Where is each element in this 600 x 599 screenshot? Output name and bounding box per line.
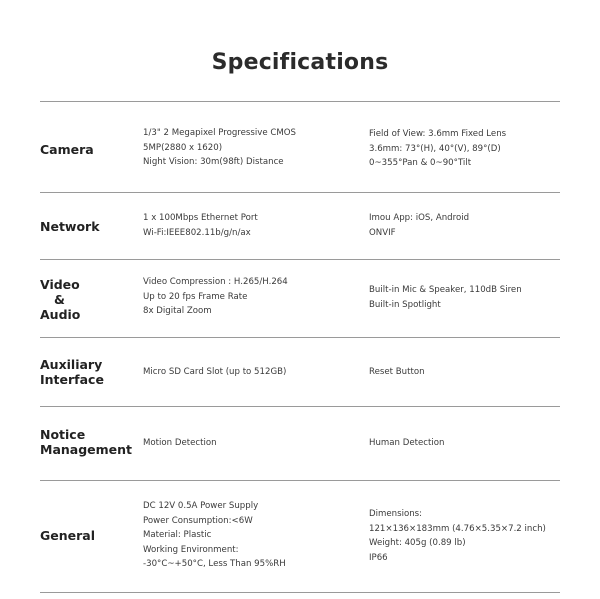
spec-column-right [369,365,559,380]
section-label-line: Auxiliary [40,357,103,372]
spec-line: 5MP(2880 x 1620) [143,142,223,153]
spec-column-right [369,436,559,451]
spec-line: 8x Digital Zoom [143,306,212,316]
spec-line: Reset Button [369,367,425,377]
spec-line: Wi-Fi:IEEE802.11b/g/n/ax [143,227,251,238]
divider [40,480,560,481]
section-label-line: Notice [40,427,86,442]
section-label [40,277,81,322]
spec-line: 3.6mm: 73°(H), 40°(V), 89°(D) [369,143,501,154]
divider [40,406,560,407]
section-label-line: Network [40,219,100,234]
divider [40,101,560,102]
section-label-line: Audio [40,307,81,322]
spec-line: Field of View: 3.6mm Fixed Lens [369,129,507,139]
section-label [40,528,95,543]
divider [40,337,560,338]
spec-line: Up to 20 fps Frame Rate [143,291,248,302]
divider [40,259,560,260]
section-label-line: Video [40,277,80,292]
spec-line: 121×136×183mm (4.76×5.35×7.2 inch) [369,523,546,534]
divider [40,192,560,193]
spec-line: Motion Detection [143,438,217,448]
spec-line: Video Compression : H.265/H.264 [143,277,288,287]
divider [40,592,560,593]
section-label [40,219,100,234]
page-title: Specifications [211,50,389,75]
spec-line: Night Vision: 30m(98ft) Distance [143,157,284,167]
section-label-line: & [54,292,65,307]
spec-column-left [143,436,353,451]
spec-column-right [369,283,559,312]
section-label [40,427,132,457]
spec-line: Human Detection [369,438,445,448]
spec-line: 1/3" 2 Megapixel Progressive CMOS [143,128,297,138]
spec-line: Micro SD Card Slot (up to 512GB) [143,367,287,377]
spec-column-left [143,126,353,170]
spec-line: IP66 [369,552,388,563]
spec-column-left [143,499,353,572]
section-label-line: General [40,528,95,543]
spec-line: Material: Plastic [143,530,212,540]
spec-line: Working Environment: [143,544,239,555]
spec-line: ONVIF [369,227,396,238]
spec-column-left [143,275,353,319]
section-label-line: Management [40,442,133,457]
spec-line: -30°C~+50°C, Less Than 95%RH [143,559,286,569]
spec-line: Built-in Spotlight [369,299,441,310]
spec-column-left [143,211,353,240]
spec-line: Built-in Mic & Speaker, 110dB Siren [369,285,522,295]
section-label [40,142,94,157]
section-label-line: Interface [40,372,104,387]
spec-line: Power Consumption:<6W [143,515,253,526]
section-label-line: Camera [40,142,94,157]
spec-line: Imou App: iOS, Android [369,213,470,223]
section-label [40,357,104,387]
spec-line: Weight: 405g (0.89 lb) [369,538,466,548]
spec-line: DC 12V 0.5A Power Supply [143,501,259,511]
spec-line: 0~355°Pan & 0~90°Tilt [369,158,472,168]
spec-line: Dimensions: [369,509,423,519]
spec-column-right [369,127,559,171]
spec-column-left [143,365,353,380]
spec-line: 1 x 100Mbps Ethernet Port [143,213,258,223]
spec-column-right [369,211,559,240]
spec-column-right [369,507,559,565]
